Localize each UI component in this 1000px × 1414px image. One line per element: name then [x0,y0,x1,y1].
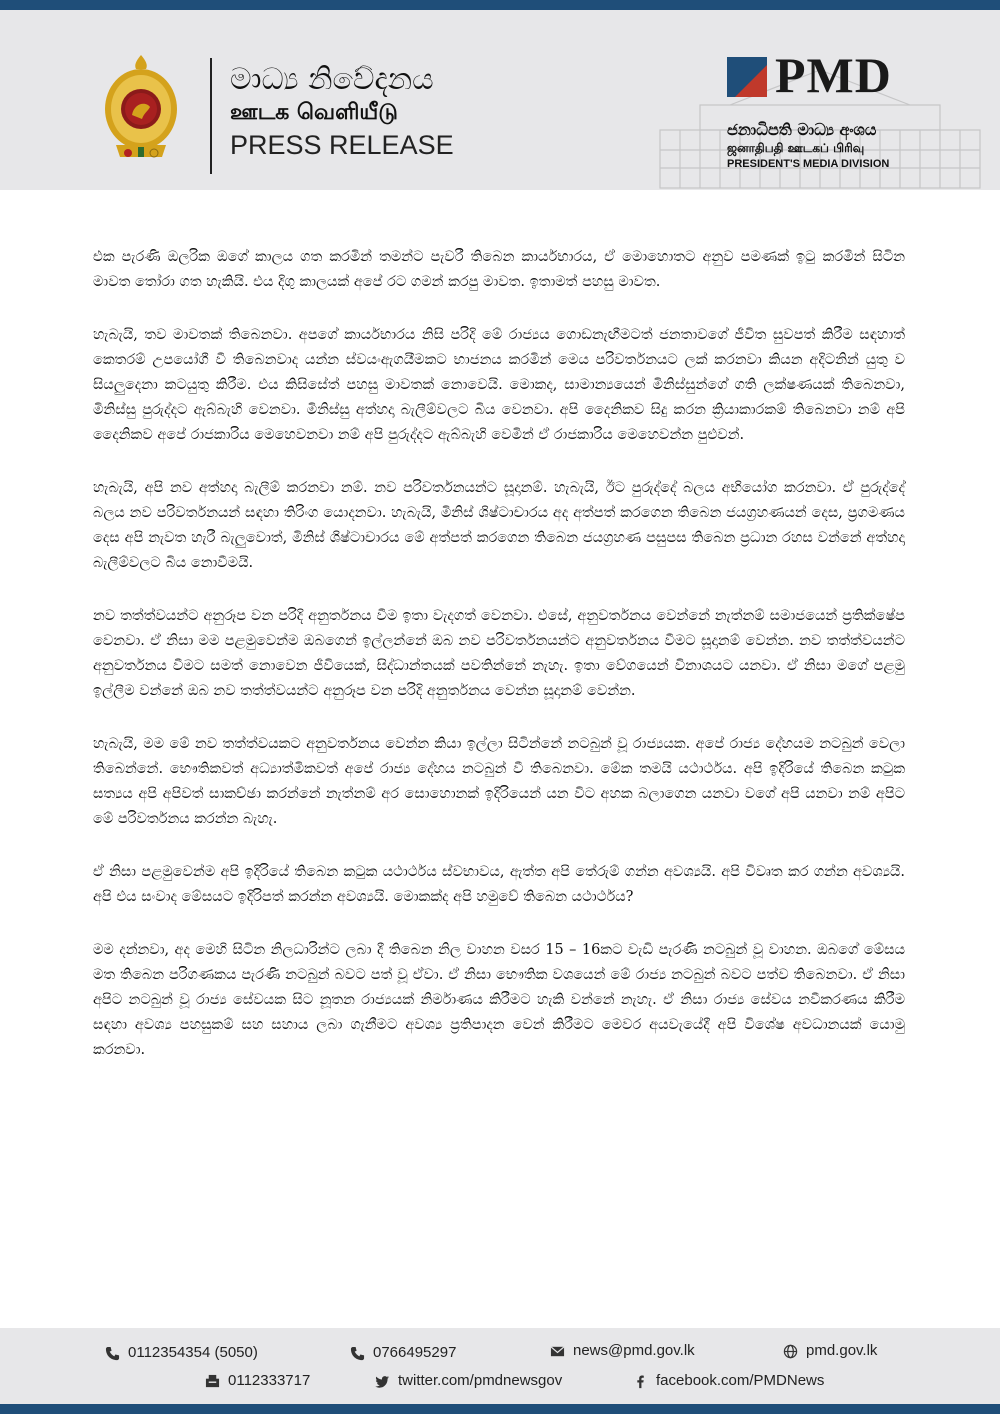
phone-icon [105,1346,120,1361]
body-paragraph: හැබැයි, අපි නව අත්හදා බැලීම් කරනවා නම්. නව පරිවර්තනයන්ට සූදානම්. හැබැයි, ඊට පුරුද්දේ බලය අභියෝග කරනවා. ඒ පුරුද්දේ බලය නව පරිවර්තනයන් සඳහා තිරිංග යොදනවා. හැබැයි, මිනිස් ශිෂ්ටාචාරය අද අත්පත් කරගෙන තිබෙන ජයග්‍රහණයන් දෙස, ප්‍රගමණය දෙස අපි නැවත හැරී බැලුවොත්, මිනිස් ශිෂ්ටාචාරය මේ අත්පත් කරගෙන තිබෙන ජයග්‍රහණ පසුපස තිබෙන ප්‍රධාන රහස වන්නේ අත්හදා බැලීම්වලට බිය නොවීමයි. [93,480,905,571]
press-release-header [0,10,1000,190]
header-divider [210,58,212,174]
footer-email[interactable] [550,1342,695,1360]
contact-footer [0,1328,1000,1404]
bottom-accent-bar [0,1404,1000,1414]
email-text: news@pmd.gov.lk [573,1342,695,1359]
footer-facebook[interactable] [633,1372,824,1390]
website-text: pmd.gov.lk [806,1342,878,1359]
body-paragraph: නව තත්ත්වයන්ට අනුරූප වන පරිදි අනුර්තනය වීම ඉතා වැදගත් වෙනවා. එසේ, අනුවර්තනය වෙන්නේ නැත්නම් සමාජයෙන් ප්‍රතික්ෂේප වෙනවා. ඒ නිසා මම පළමුවෙන්ම ඔබගෙන් ඉල්ලන්නේ ඔබ නව පරිවර්තනයන්ට අනුවර්තනය වීමට සූදානම් වෙන්න. නව තත්ත්වයන්ට අනුවර්තනය වීමට සමත් නොවෙන ජීවියෙක්, සිද්ධාන්තයක් පවතින්නේ නැහැ. ඉතා වේගයෙන් විනාශයට යනවා. ඒ නිසා මගේ පළමු ඉල්ලීම වන්නේ ඔබ නව තත්ත්වයන්ට අනුරූප වන පරිදි අනුර්තනය වෙන්න සූදානම් වෙන්න. [93,608,905,699]
footer-fax[interactable] [205,1372,310,1390]
phone-mobile-text: 0766495297 [373,1344,457,1361]
footer-twitter[interactable] [375,1372,562,1390]
footer-website[interactable] [783,1342,877,1360]
phone-icon [350,1346,365,1361]
top-accent-bar [0,0,1000,10]
fax-icon [205,1374,220,1389]
pmd-name-tamil: ஜனாதிபதி ஊடகப் பிரிவு [727,141,865,155]
body-paragraph: මම දන්නවා, අද මෙහි සිටින නිලධාරින්ට ලබා දී තිබෙන නිල වාහන වසර 15 – 16කට වැඩි පැරණි නටබුන් වූ වාහන. ඔබගේ මේසය මත තිබෙන පරිගණකය පැරණි නටබුන් බවට පත් වූ ඒවා. ඒ නිසා භෞතික වශයෙන් මේ රාජ්‍ය නටබුන් බවට පත්ව තිබෙනවා. ඒ නිසා අපිට නටබුන් වූ රාජ්‍ය සේවයක සිට නූතන රාජ්‍යයක් නිර්මාණය කිරීමට හැකි වන්නේ නැහැ. ඒ නිසා රාජ්‍ය සේවය නවීකරණය කිරීම සඳහා අවශ්‍ය පහසුකම් සහ සහාය ලබා ගැනීමට අවශ්‍ය ප්‍රතිපාදන වෙන් කිරීමට මෙවර අයවැයේදී අපි විශේෂ අවධානයක් යොමු කරනවා. [93,942,905,1058]
twitter-text: twitter.com/pmdnewsgov [398,1372,563,1389]
body-paragraph: හැබැයි, මම මේ නව තත්ත්වයකට අනුවර්තනය වෙන්න කියා ඉල්ලා සිටින්නේ නටබුන් වූ රාජ්‍යයක. අපේ රාජ්‍ය දේහයම නටබුන් වෙලා තිබෙන්නේ. භෞතිකවත් අධ්‍යාත්මිකවත් අපේ රාජ්‍ය දේහය නටබුන් වී තිබෙනවා. මේක තමයි යථාර්ථය. අපි ඉදිරියේ තිබෙන කටුක සත්‍යය අපි අපිවත් සාකච්ඡා කරන්නේ නැත්නම් අර සොහොනක් ඉදිරියෙන් යන විට අහක බලාගෙන යනවා වගේ අපි යනවා නම් අපිට මේ පරිවර්තනය කරන්න බැහැ. [93,736,905,827]
facebook-text: facebook.com/PMDNews [656,1372,825,1389]
body-paragraph: එක පැරණි ඔලරික ඔගේ කාලය ගත කරමින් තමන්ට පැවරී තිබෙන කාර්යභාරය, ඒ මොහොතට අනුව පමණක් ඉටු කරමින් සිටින මාවත තෝරා ගත හැකියි. එය දිගු කාලයක් අපේ රට ගමන් කරපු මාවත. ඉතාමත් පහසු මාවත. [93,249,905,290]
pmd-logo [727,47,897,103]
fax-text: 0112333717 [228,1372,311,1389]
pmd-name-sinhala: ජනාධිපති මාධ්‍ය අංශය [727,120,877,139]
pmd-name-english: PRESIDENT'S MEDIA DIVISION [727,158,890,170]
email-icon [550,1344,565,1359]
facebook-icon [633,1374,648,1389]
twitter-icon [375,1374,390,1389]
title-sinhala: මාධ්‍ය නිවේදනය [230,62,434,97]
body-paragraph: ඒ නිසා පළමුවෙන්ම අපි ඉදිරියේ තිබෙන කටුක යථාර්ථය ස්වභාවය, ඇත්ත අපි තේරුම් ගන්න අවශ්‍යයි. අපි විවෘත කර ගන්න අවශ්‍යයි. අපි එය සංවාද මේසයට ඉදිරිපත් කරන්න අවශ්‍යයි. මොකක්ද අපි හමුවේ තිබෙන යථාර්ථය? [93,864,905,905]
title-tamil: ஊடக வெளியீடு [230,100,398,125]
pmd-division-name [727,120,967,172]
press-release-title [230,62,530,162]
pmd-logo-mark-icon [727,57,767,97]
footer-phone-mobile[interactable] [350,1344,456,1362]
sri-lanka-emblem-icon [102,53,180,165]
press-release-body [93,245,905,1085]
phone-primary-text: 0112354354 (5050) [128,1344,258,1361]
body-paragraph: හැබැයි, තව මාවතක් තිබෙනවා. අපගේ කාර්යභාරය නිසි පරිදි මේ රාජ්‍යය ගොඩනැඟීමටත් ජනතාවගේ ජීවිත සුවපත් කිරීම සඳහාත් කෙතරම් උපයෝගී වී තිබෙනවාද යන්න ස්වයංඇගයීමකට භාජනය කරමින් මෙය පරිවර්තනයට ලක් කරනවා කියන අදිටනින් යුතු ව සියලුදෙනා කටයුතු කිරීම. එය කිසිසේත් පහසු මාවතක් නොවෙයි. මොකද, සාමාන්‍යයෙන් මිනිස්සුන්ගේ ගති ලක්ෂණයක් තිබෙනවා, මිනිස්සු පුරුද්දට ඇබ්බැහි වෙනවා. මිනිස්සු අත්හදා බැලීම්වලට බිය වෙනවා. අපි දෛනිකව සිදු කරන ක්‍රියාකාරකම් තිබෙනවා නම් අපි දෛනිකව අපේ රාජකාරිය මෙහෙවනවා නම් අපි පුරුද්දට ඇබ්බැහි වෙමින් ඒ රාජකාරිය මෙහෙවන්න පුළුවන්. [93,327,905,443]
footer-phone-primary[interactable] [105,1344,258,1362]
globe-icon [783,1344,798,1359]
pmd-logo-text: PMD [775,47,892,103]
title-english: PRESS RELEASE [230,130,454,160]
